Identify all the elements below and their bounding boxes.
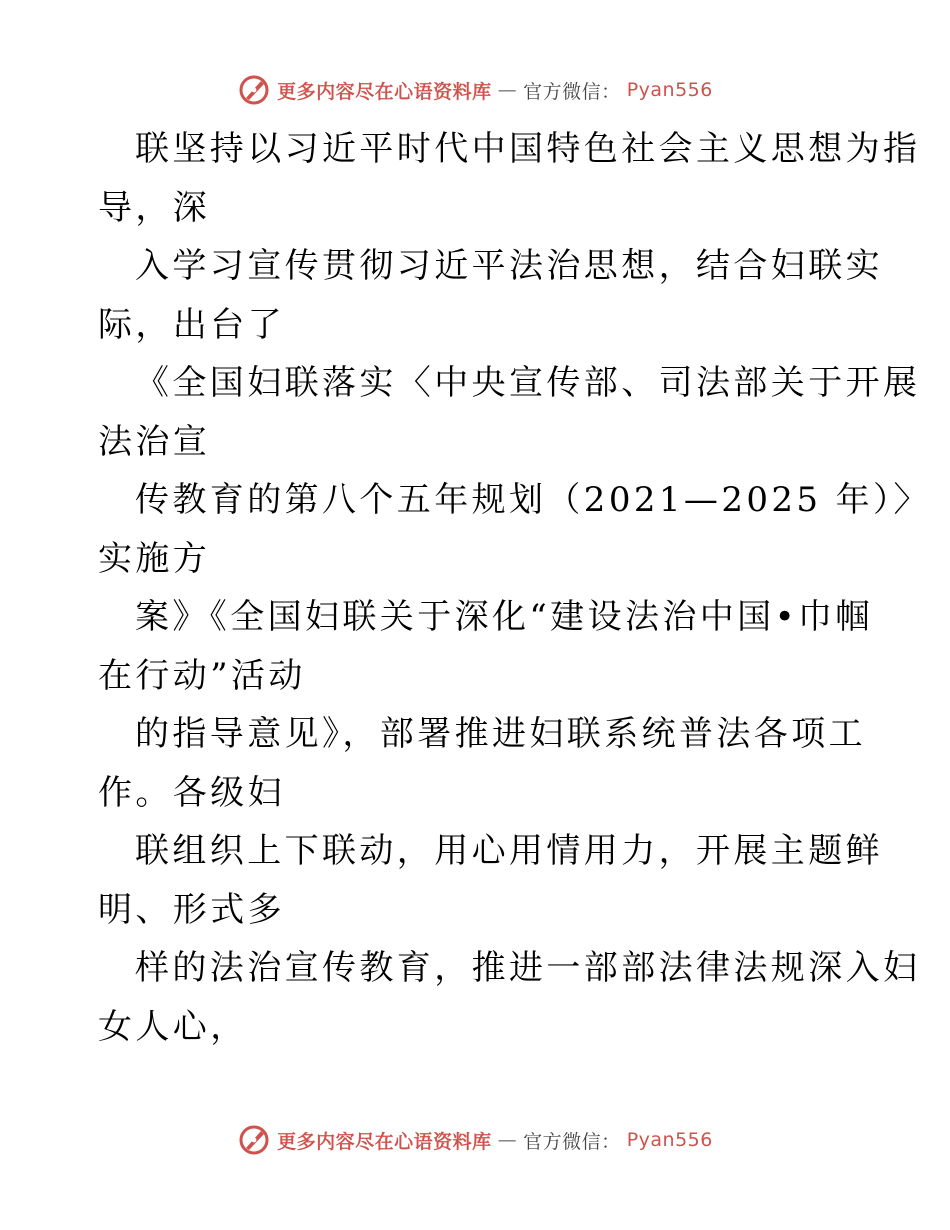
- body-line: 案》《全国妇联关于深化“建设法治中国•巾帼: [135, 597, 873, 637]
- watermark-wechat-id: Pyan556: [626, 79, 713, 101]
- footer-watermark: [0, 1120, 950, 1160]
- watermark-brand: 更多内容尽在心语资料库: [277, 1130, 492, 1153]
- body-line: 实施方: [98, 538, 211, 579]
- body-line: 际，出台了: [98, 304, 285, 345]
- watermark-brand: 更多内容尽在心语资料库: [277, 80, 492, 103]
- header-watermark: [0, 70, 950, 110]
- body-line: 的指导意见》，部署推进妇联系统普法各项工: [135, 714, 866, 754]
- body-line: 法治宣: [98, 421, 211, 462]
- watermark-separator: —: [497, 79, 518, 101]
- body-line: 女人心，: [98, 1006, 248, 1047]
- pen-nib-circle-icon: [237, 1123, 271, 1157]
- body-line: 作。各级妇: [98, 772, 285, 813]
- body-line: 入学习宣传贯彻习近平法治思想，结合妇联实: [135, 246, 883, 286]
- body-line: 联组织上下联动，用心用情用力，开展主题鲜: [135, 831, 883, 871]
- document-body: [98, 120, 931, 1056]
- watermark-separator: —: [497, 1129, 518, 1151]
- body-line: 传教育的第八个五年规划（2021—2025 年）〉: [135, 480, 931, 520]
- body-line: 明、形式多: [98, 889, 285, 930]
- body-line: 样的法治宣传教育，推进一部部法律法规深入妇: [135, 948, 921, 988]
- body-line: 联坚持以习近平时代中国特色社会主义思想为指: [135, 129, 921, 169]
- body-line: 在行动”活动: [98, 655, 306, 696]
- watermark-wechat-label: 官方微信：: [523, 1130, 621, 1153]
- body-line: 《全国妇联落实〈中央宣传部、司法部关于开展: [135, 363, 921, 403]
- watermark-wechat-id: Pyan556: [626, 1129, 713, 1151]
- watermark-wechat-label: 官方微信：: [523, 80, 621, 103]
- body-line: 导，深: [98, 187, 211, 228]
- pen-nib-circle-icon: [237, 73, 271, 107]
